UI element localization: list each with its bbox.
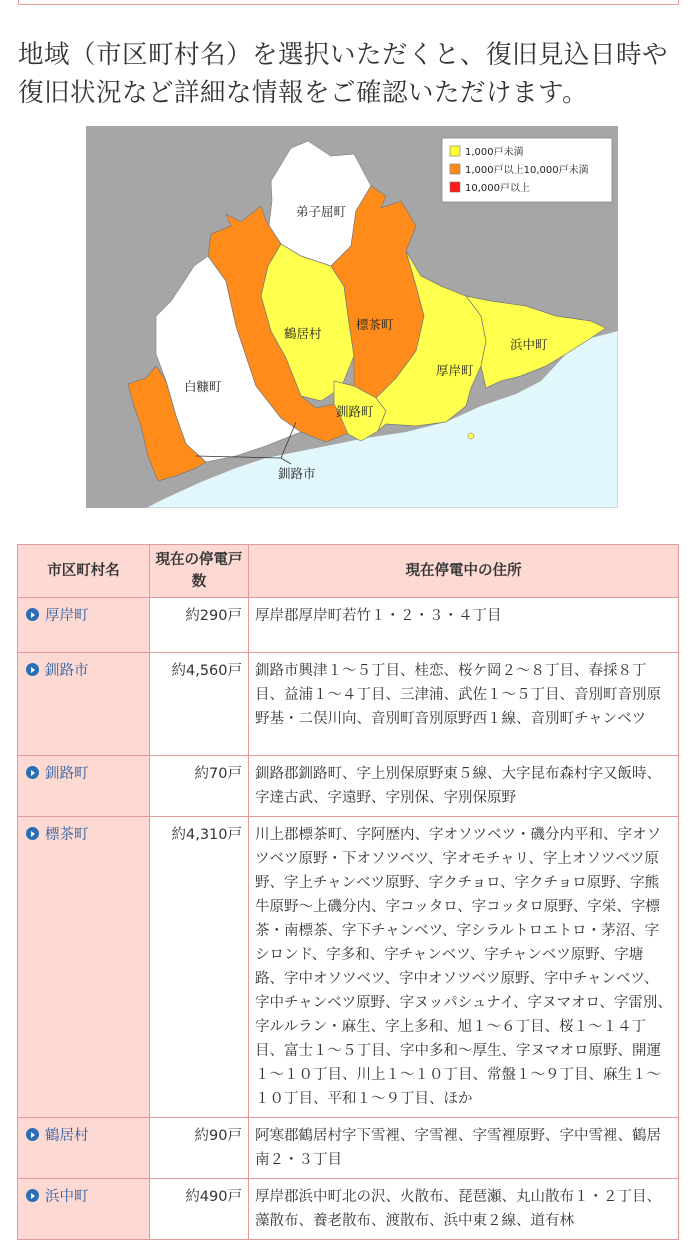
outage-map — [86, 126, 618, 508]
outage-count: 約4,560戸 — [150, 653, 249, 756]
legend-label-3: 10,000戸以上 — [465, 183, 530, 194]
island — [468, 433, 474, 439]
municipality-link[interactable]: 浜中町 — [18, 1179, 150, 1240]
label-shiranuka: 白糠町 — [184, 379, 222, 394]
municipality-link[interactable]: 標茶町 — [18, 817, 150, 1118]
arrow-right-icon — [26, 766, 39, 779]
arrow-right-icon — [26, 1128, 39, 1141]
outage-table — [17, 544, 679, 1240]
header-address: 現在停電中の住所 — [249, 545, 679, 598]
legend-swatch-2 — [450, 164, 460, 174]
outage-map-svg — [86, 126, 618, 508]
header-outage-count: 現在の停電戸数 — [150, 545, 249, 598]
previous-section-box — [18, 0, 679, 5]
legend-label-1: 1,000戸未満 — [465, 147, 524, 158]
outage-count: 約290戸 — [150, 598, 249, 653]
label-teshikaga: 弟子屈町 — [296, 204, 347, 219]
outage-address: 釧路市興津１～５丁目、桂恋、桜ケ岡２～８丁目、春採８丁目、益浦１～４丁目、三津浦、武佐１～５丁目、音別町音別原野基・二俣川向、音別町音別原野西１線、音別町チャンベツ — [249, 653, 679, 756]
arrow-right-icon — [26, 608, 39, 621]
municipality-link[interactable]: 鶴居村 — [18, 1118, 150, 1179]
outage-count: 約490戸 — [150, 1179, 249, 1240]
legend-swatch-3 — [450, 182, 460, 192]
label-kushiro-town: 釧路町 — [336, 404, 374, 419]
intro-line-1: 地域（市区町村名）を選択いただくと、復旧見込日時や — [18, 40, 669, 70]
legend-swatch-1 — [450, 146, 460, 156]
arrow-right-icon — [26, 1189, 39, 1202]
header-municipality: 市区町村名 — [18, 545, 150, 598]
table-header-row — [18, 545, 679, 598]
outage-address: 厚岸郡厚岸町若竹１・２・３・４丁目 — [249, 598, 679, 653]
table-row — [18, 817, 679, 1118]
municipality-link[interactable]: 釧路市 — [18, 653, 150, 756]
label-tsurui: 鶴居村 — [284, 326, 322, 341]
municipality-link[interactable]: 厚岸町 — [18, 598, 150, 653]
table-row — [18, 1118, 679, 1179]
legend-label-2: 1,000戸以上10,000戸未満 — [465, 165, 589, 176]
table-row — [18, 756, 679, 817]
outage-address: 川上郡標茶町、字阿歴内、字オソツベツ・磯分内平和、字オソツベツ原野・下オソツベツ、字オモチャリ、字上オソツベツ原野、字上チャンベツ原野、字クチョロ、字クチョロ原野、字熊牛原野～上磯分内、字コッタロ、字コッタロ原野、字栄、字標茶・南標茶、字下チャンベツ、字シラルトロエトロ・茅沼、字シロンド、字多和、字チャンベツ、字チャンベツ原野、字塘路、字中オソツベツ、字中オソツベツ原野、字中チャンベツ、字中チャンベツ原野、字ヌッパシュナイ、字ヌマオロ、字雷別、字ルルラン・麻生、字上多和、旭１～６丁目、桜１～１４丁目、富士１～５丁目、字中多和～厚生、字ヌマオロ原野、開運１～１０丁目、川上１～１０丁目、常盤１～９丁目、麻生１～１０丁目、平和１～９丁目、ほか — [249, 817, 679, 1118]
intro-line-2: 復旧状況など詳細な情報をご確認いただけます。 — [18, 78, 588, 108]
label-kushiro-city: 釧路市 — [278, 466, 316, 481]
arrow-right-icon — [26, 827, 39, 840]
table-row — [18, 1179, 679, 1240]
municipality-link[interactable]: 釧路町 — [18, 756, 150, 817]
table-row — [18, 653, 679, 756]
label-shibecha: 標茶町 — [356, 317, 394, 332]
outage-address: 釧路郡釧路町、字上別保原野東５線、大字昆布森村字又飯時、字達古武、字遠野、字別保、字別保原野 — [249, 756, 679, 817]
label-akkeshi: 厚岸町 — [436, 363, 474, 378]
arrow-right-icon — [26, 663, 39, 676]
outage-count: 約90戸 — [150, 1118, 249, 1179]
table-row — [18, 598, 679, 653]
outage-address: 厚岸郡浜中町北の沢、火散布、琵琶瀬、丸山散布１・２丁目、藻散布、養老散布、渡散布、浜中東２線、道有林 — [249, 1179, 679, 1240]
outage-address: 阿寒郡鶴居村字下雪裡、字雪裡、字雪裡原野、字中雪裡、鶴居南２・３丁目 — [249, 1118, 679, 1179]
label-hamanaka: 浜中町 — [510, 337, 548, 352]
map-legend — [442, 138, 612, 202]
intro-text — [18, 36, 678, 112]
outage-count: 約4,310戸 — [150, 817, 249, 1118]
outage-count: 約70戸 — [150, 756, 249, 817]
